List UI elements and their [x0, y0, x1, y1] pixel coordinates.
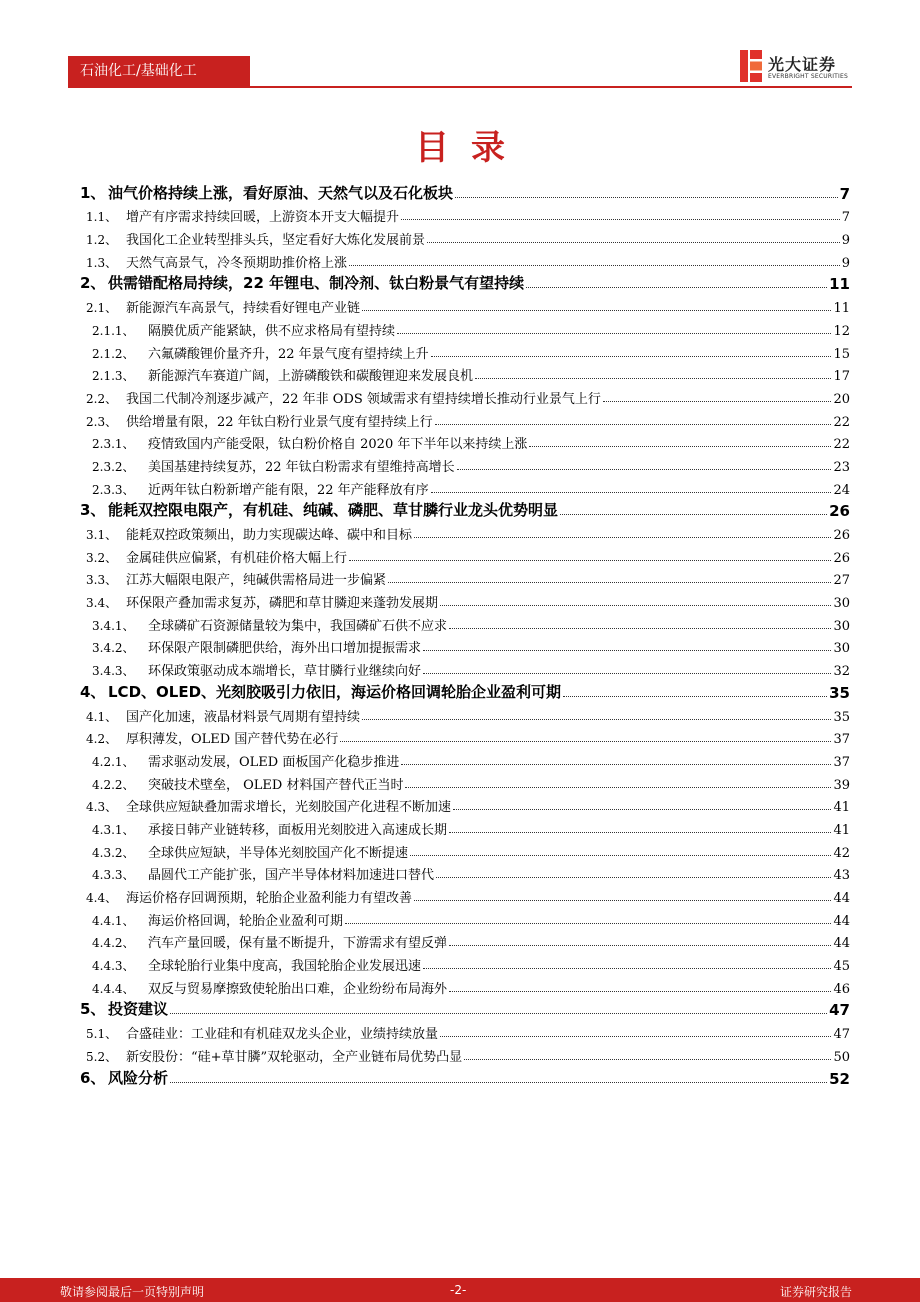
toc-entry-page: 9 — [841, 255, 850, 271]
toc-entry-number: 2.3.1、 — [92, 437, 135, 452]
toc-entry-number: 3.4.2、 — [92, 641, 135, 656]
toc-entry-title: 我国化工企业转型排头兵，坚定看好大炼化发展前景 — [126, 233, 426, 249]
toc-entry-title: 环保限产限制磷肥供给，海外出口增加提振需求 — [148, 641, 422, 657]
toc-entry-title: 能耗双控政策频出，助力实现碳达峰、碳中和目标 — [126, 528, 413, 543]
toc-entry-page: 50 — [833, 1049, 850, 1065]
toc-entry-number: 2、 — [80, 274, 106, 293]
toc-entry-number: 1、 — [80, 183, 106, 202]
toc-leader-dots — [529, 445, 831, 447]
toc-entry-title: 需求驱动发展，OLED 面板国产化稳步推进 — [148, 754, 400, 770]
toc-entry-page: 12 — [833, 323, 850, 339]
toc-entry-number: 4.4、 — [86, 891, 118, 905]
toc-entry-title: 全球轮胎行业集中度高，我国轮胎企业发展迅速 — [148, 959, 422, 975]
toc-entry-number: 3.4.1、 — [92, 618, 135, 633]
toc-leader-dots — [449, 944, 831, 946]
brand-name-cn: 光大证券 — [768, 55, 837, 74]
toc-entry-title: 供给增量有限，22 年钛白粉行业景气度有望持续上行 — [126, 414, 433, 430]
toc-entry-page: 26 — [833, 550, 850, 566]
toc-entry-page: 30 — [833, 596, 850, 612]
toc-entry-number: 4.3.3、 — [92, 868, 135, 883]
toc-entry-page: 9 — [841, 233, 850, 249]
toc-leader-dots — [560, 513, 827, 515]
toc-leader-dots — [449, 831, 831, 833]
toc-entry-level-2[interactable] — [80, 543, 850, 566]
toc-entry-title: 全球磷矿石资源储量较为集中，我国磷矿石供不应求 — [148, 618, 448, 634]
toc-leader-dots — [435, 423, 832, 425]
toc-entry-page: 41 — [833, 822, 850, 838]
toc-entry-page: 41 — [833, 800, 850, 816]
toc-leader-dots — [410, 854, 831, 856]
toc-entry-number: 3.3、 — [86, 573, 118, 588]
toc-entry-level-2[interactable] — [80, 793, 850, 816]
toc-leader-dots — [423, 967, 831, 969]
toc-leader-dots — [362, 309, 831, 311]
toc-entry-level-3[interactable] — [80, 316, 850, 339]
toc-entry-number: 2.1、 — [86, 301, 118, 316]
toc-entry-level-3[interactable] — [80, 815, 850, 838]
toc-entry-page: 23 — [833, 459, 850, 475]
toc-entry-page: 22 — [833, 437, 850, 453]
everbright-logo-icon — [740, 50, 762, 82]
toc-entry-level-3[interactable] — [80, 634, 850, 657]
toc-entry-title: 厚积薄发，OLED 国产替代势在必行 — [126, 732, 339, 748]
toc-entry-level-3[interactable] — [80, 838, 850, 861]
toc-entry-level-1[interactable] — [80, 1065, 850, 1088]
toc-entry-number: 4、 — [80, 682, 106, 701]
toc-leader-dots — [526, 286, 827, 288]
toc-entry-level-1[interactable] — [80, 498, 850, 521]
toc-leader-dots — [440, 604, 831, 606]
toc-entry-page: 37 — [833, 754, 850, 770]
toc-leader-dots — [475, 377, 831, 379]
toc-entry-level-2[interactable] — [80, 225, 850, 248]
toc-entry-level-3[interactable] — [80, 475, 850, 498]
toc-entry-page: 37 — [833, 732, 850, 748]
toc-entry-page: 11 — [829, 275, 850, 294]
toc-entry-level-3[interactable] — [80, 770, 850, 793]
toc-entry-level-3[interactable] — [80, 452, 850, 475]
header-category: 石油化工/基础化工 — [68, 56, 250, 86]
toc-entry-number: 3.2、 — [86, 550, 118, 565]
toc-entry-title: 新能源汽车高景气，持续看好锂电产业链 — [126, 301, 361, 317]
toc-entry-title: 全球供应短缺叠加需求增长，光刻胶国产化进程不断加速 — [126, 800, 452, 816]
toc-entry-number: 2.3.3、 — [92, 482, 135, 497]
toc-leader-dots — [431, 355, 832, 357]
footer-disclaimer: 敬请参阅最后一页特别声明 — [60, 1285, 205, 1299]
toc-leader-dots — [457, 468, 832, 470]
toc-entry-number: 6、 — [80, 1068, 106, 1087]
toc-entry-title: 合盛硅业：工业硅和有机硅双龙头企业，业绩持续放量 — [126, 1027, 439, 1043]
toc-entry-number: 5.2、 — [86, 1049, 118, 1064]
toc-entry-number: 3.4、 — [86, 596, 118, 611]
header-rule — [68, 86, 852, 88]
toc-entry-number: 2.2、 — [86, 391, 118, 406]
toc-entry-level-2[interactable] — [80, 293, 850, 316]
toc-leader-dots — [345, 922, 831, 924]
toc-entry-page: 24 — [833, 482, 850, 498]
toc-entry-page: 47 — [833, 1027, 850, 1043]
toc-leader-dots — [423, 649, 831, 651]
toc-entry-page: 32 — [833, 664, 850, 680]
toc-entry-title: 美国基建持续复苏，22 年钛白粉需求有望维持高增长 — [148, 459, 455, 475]
toc-entry-title: 海运价格存回调预期，轮胎企业盈利能力有望改善 — [126, 891, 413, 906]
toc-entry-page: 42 — [833, 845, 850, 861]
toc-entry-level-3[interactable] — [80, 747, 850, 770]
toc-entry-title: 隔膜优质产能紧缺，供不应求格局有望持续 — [148, 323, 396, 339]
toc-entry-level-2[interactable] — [80, 520, 850, 543]
toc-entry-number: 1.3、 — [86, 255, 118, 270]
toc-entry-page: 20 — [833, 391, 850, 407]
toc-entry-page: 26 — [829, 502, 850, 521]
toc-leader-dots — [436, 876, 831, 878]
toc-entry-level-3[interactable] — [80, 656, 850, 679]
toc-leader-dots — [362, 718, 831, 720]
toc-entry-number: 1.1、 — [86, 210, 118, 225]
toc-leader-dots — [455, 196, 838, 198]
toc-entry-level-1[interactable] — [80, 271, 850, 294]
toc-leader-dots — [401, 763, 831, 765]
page-title: 目录 — [415, 128, 527, 168]
table-of-contents — [80, 180, 850, 1088]
toc-leader-dots — [427, 241, 840, 243]
toc-entry-number: 1.2、 — [86, 233, 118, 248]
toc-entry-title: 环保政策驱动成本端增长，草甘膦行业继续向好 — [148, 664, 422, 680]
toc-leader-dots — [414, 536, 831, 538]
toc-entry-level-3[interactable] — [80, 861, 850, 884]
toc-entry-title: 增产有序需求持续回暖，上游资本开支大幅提升 — [126, 210, 400, 226]
toc-leader-dots — [603, 400, 832, 402]
toc-entry-level-3[interactable] — [80, 339, 850, 362]
toc-entry-level-1[interactable] — [80, 180, 850, 203]
toc-entry-page: 47 — [829, 1001, 850, 1020]
toc-entry-page: 15 — [833, 346, 850, 362]
toc-entry-title: 全球供应短缺，半导体光刻胶国产化不断提速 — [148, 845, 409, 861]
toc-entry-number: 3.4.3、 — [92, 664, 135, 679]
toc-entry-level-3[interactable] — [80, 906, 850, 929]
toc-entry-number: 2.3.2、 — [92, 459, 135, 474]
toc-entry-number: 3.1、 — [86, 528, 118, 542]
toc-entry-number: 4.3.1、 — [92, 822, 135, 837]
toc-leader-dots — [431, 491, 832, 493]
toc-entry-page: 44 — [833, 913, 850, 929]
brand-logo — [740, 50, 852, 84]
toc-entry-number: 2.1.1、 — [92, 323, 135, 338]
toc-entry-page: 52 — [829, 1069, 850, 1088]
toc-entry-title: 晶圆代工产能扩张，国产半导体材料加速进口替代 — [148, 868, 435, 884]
toc-entry-number: 4.4.3、 — [92, 959, 135, 974]
toc-entry-number: 5、 — [80, 1000, 106, 1019]
toc-entry-title: LCD、OLED、光刻胶吸引力依旧，海运价格回调轮胎企业盈利可期 — [108, 682, 562, 701]
toc-leader-dots — [449, 990, 831, 992]
toc-leader-dots — [449, 627, 831, 629]
toc-leader-dots — [423, 672, 831, 674]
toc-entry-title: 承接日韩产业链转移，面板用光刻胶进入高速成长期 — [148, 822, 448, 838]
toc-entry-number: 4.1、 — [86, 709, 118, 724]
toc-entry-level-2[interactable] — [80, 1042, 850, 1065]
footer-report-type: 证券研究报告 — [780, 1285, 853, 1299]
toc-entry-number: 2.3、 — [86, 414, 118, 429]
toc-entry-page: 35 — [829, 683, 850, 702]
toc-entry-page: 30 — [833, 641, 850, 657]
toc-entry-level-2[interactable] — [80, 883, 850, 906]
toc-entry-title: 油气价格持续上涨，看好原油、天然气以及石化板块 — [108, 183, 454, 202]
toc-entry-title: 江苏大幅限电限产，纯碱供需格局进一步偏紧 — [126, 573, 387, 589]
toc-leader-dots — [388, 581, 831, 583]
toc-entry-level-3[interactable] — [80, 362, 850, 385]
brand-name-en: EVERBRIGHT SECURITIES — [768, 73, 848, 80]
toc-entry-page: 39 — [833, 777, 850, 793]
toc-entry-title: 风险分析 — [108, 1068, 169, 1087]
toc-entry-number: 4.2.1、 — [92, 754, 135, 769]
toc-entry-page: 17 — [833, 369, 850, 385]
toc-entry-page: 22 — [833, 414, 850, 430]
toc-entry-level-3[interactable] — [80, 611, 850, 634]
toc-entry-level-2[interactable] — [80, 248, 850, 271]
toc-entry-number: 4.2、 — [86, 732, 118, 747]
toc-entry-title: 疫情致国内产能受限，钛白粉价格自 2020 年下半年以来持续上涨 — [148, 437, 528, 453]
toc-leader-dots — [349, 559, 831, 561]
toc-entry-level-3[interactable] — [80, 951, 850, 974]
toc-leader-dots — [340, 740, 831, 742]
toc-leader-dots — [170, 1081, 827, 1083]
toc-entry-page: 30 — [833, 618, 850, 634]
toc-entry-title: 投资建议 — [108, 1000, 169, 1019]
toc-entry-level-3[interactable] — [80, 430, 850, 453]
toc-leader-dots — [170, 1012, 827, 1014]
toc-entry-page: 46 — [833, 981, 850, 997]
toc-entry-page: 7 — [841, 210, 850, 226]
toc-leader-dots — [453, 808, 831, 810]
toc-entry-page: 35 — [833, 709, 850, 725]
toc-entry-title: 近两年钛白粉新增产能有限，22 年产能释放有序 — [148, 482, 429, 498]
toc-entry-level-3[interactable] — [80, 974, 850, 997]
toc-leader-dots — [349, 264, 840, 266]
toc-entry-level-3[interactable] — [80, 929, 850, 952]
toc-entry-level-1[interactable] — [80, 679, 850, 702]
toc-entry-title: 天然气高景气，冷冬预期助推价格上涨 — [126, 255, 348, 271]
toc-entry-level-2[interactable] — [80, 588, 850, 611]
toc-entry-number: 4.3、 — [86, 800, 118, 815]
toc-leader-dots — [397, 332, 831, 334]
toc-entry-number: 5.1、 — [86, 1027, 118, 1042]
toc-entry-level-2[interactable] — [80, 203, 850, 226]
toc-entry-title: 金属硅供应偏紧，有机硅价格大幅上行 — [126, 550, 348, 566]
toc-leader-dots — [405, 786, 831, 788]
toc-entry-title: 供需错配格局持续，22 年锂电、制冷剂、钛白粉景气有望持续 — [108, 274, 525, 293]
toc-leader-dots — [401, 218, 840, 220]
toc-entry-page: 44 — [833, 936, 850, 952]
toc-entry-title: 能耗双控限电限产，有机硅、纯碱、磷肥、草甘膦行业龙头优势明显 — [108, 501, 559, 520]
toc-entry-level-2[interactable] — [80, 566, 850, 589]
toc-entry-number: 4.2.2、 — [92, 777, 135, 792]
toc-leader-dots — [440, 1035, 831, 1037]
toc-entry-title: 环保限产叠加需求复苏，磷肥和草甘膦迎来蓬勃发展期 — [126, 596, 439, 612]
toc-entry-number: 4.4.4、 — [92, 981, 135, 996]
toc-entry-title: 海运价格回调，轮胎企业盈利可期 — [148, 913, 344, 929]
toc-leader-dots — [414, 899, 831, 901]
toc-entry-page: 7 — [839, 184, 850, 203]
toc-entry-level-1[interactable] — [80, 997, 850, 1020]
toc-entry-number: 4.3.2、 — [92, 845, 135, 860]
toc-entry-page: 11 — [833, 301, 850, 317]
toc-entry-number: 4.4.1、 — [92, 913, 135, 928]
toc-entry-level-2[interactable] — [80, 1019, 850, 1042]
toc-entry-page: 26 — [833, 528, 850, 543]
toc-entry-level-2[interactable] — [80, 702, 850, 725]
toc-entry-page: 45 — [833, 959, 850, 975]
toc-entry-title: 新能源汽车赛道广阔，上游磷酸铁和碳酸锂迎来发展良机 — [148, 369, 474, 385]
toc-entry-title: 突破技术壁垒， OLED 材料国产替代正当时 — [148, 777, 404, 793]
toc-leader-dots — [563, 695, 827, 697]
toc-entry-title: 新安股份：“硅+草甘膦”双轮驱动，全产业链布局优势凸显 — [126, 1049, 463, 1065]
toc-entry-page: 44 — [833, 891, 850, 906]
toc-entry-level-2[interactable] — [80, 407, 850, 430]
toc-entry-title: 双反与贸易摩擦致使轮胎出口难，企业纷纷布局海外 — [148, 981, 448, 997]
toc-leader-dots — [464, 1058, 831, 1060]
toc-entry-title: 汽车产量回暖，保有量不断提升，下游需求有望反弹 — [148, 936, 448, 952]
toc-entry-title: 六氟磷酸锂价量齐升，22 年景气度有望持续上升 — [148, 346, 429, 362]
toc-entry-page: 43 — [833, 868, 850, 884]
toc-entry-page: 27 — [833, 573, 850, 589]
toc-entry-title: 国产化加速，液晶材料景气周期有望持续 — [126, 709, 361, 725]
toc-entry-level-2[interactable] — [80, 725, 850, 748]
page-number: -2- — [450, 1283, 467, 1297]
toc-entry-number: 3、 — [80, 501, 106, 520]
toc-entry-level-2[interactable] — [80, 384, 850, 407]
toc-entry-title: 我国二代制冷剂逐步减产，22 年非 ODS 领域需求有望持续增长推动行业景气上行 — [126, 391, 601, 407]
toc-entry-number: 2.1.3、 — [92, 369, 135, 384]
footer-bar — [0, 1278, 920, 1302]
toc-entry-number: 4.4.2、 — [92, 936, 135, 951]
toc-entry-number: 2.1.2、 — [92, 346, 135, 361]
